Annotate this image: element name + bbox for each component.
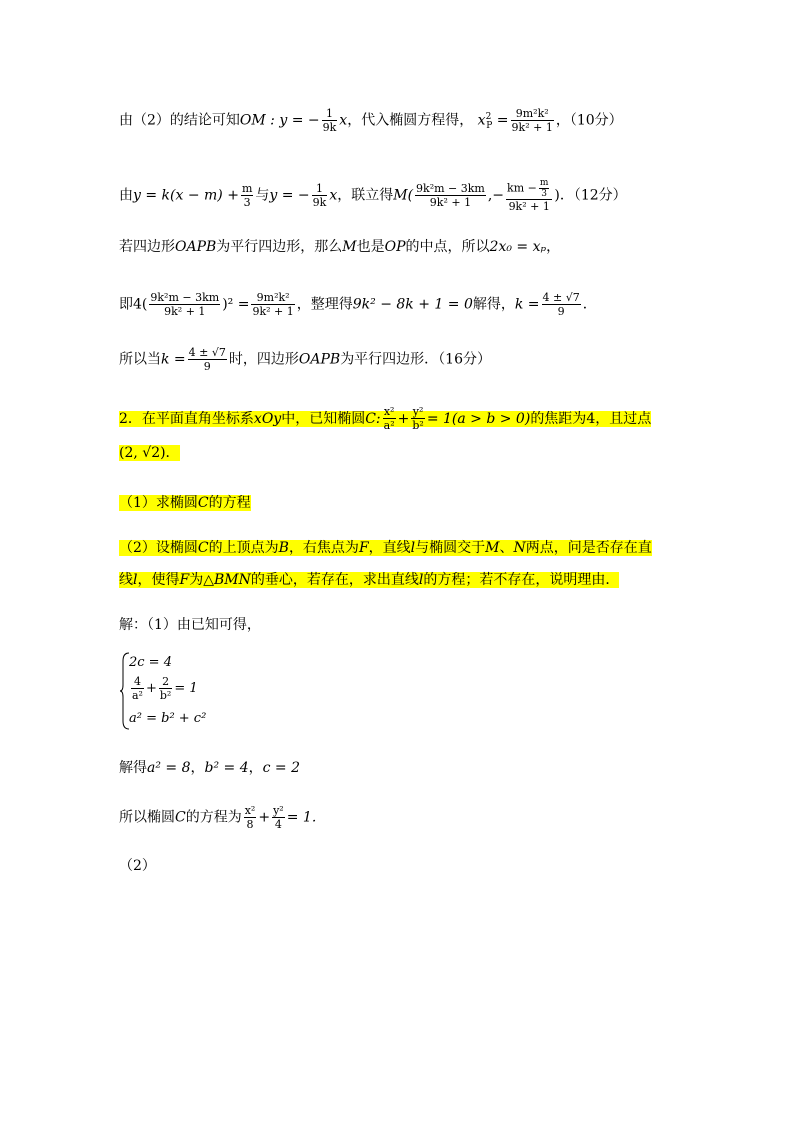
denominator: 4 xyxy=(274,818,282,831)
fraction xyxy=(149,291,220,318)
fraction xyxy=(188,346,227,373)
math: y = − xyxy=(269,187,310,204)
math: 9k² − 8k + 1 = 0 xyxy=(352,296,473,313)
text: 时，四边形 xyxy=(228,351,299,368)
text: （2） xyxy=(119,858,156,874)
highlight xyxy=(119,572,619,588)
math: l xyxy=(410,540,416,556)
para-parallelogram-condition xyxy=(119,237,560,257)
math: k = xyxy=(161,351,186,368)
text: ， xyxy=(248,760,263,776)
fraction xyxy=(159,675,172,702)
math: M xyxy=(485,540,500,556)
text: + xyxy=(258,809,271,826)
text: )．（12分） xyxy=(554,187,627,204)
text: 由 xyxy=(119,187,133,204)
solution-intro xyxy=(119,615,261,635)
denominator: 8 xyxy=(246,818,254,831)
solution-part2-label xyxy=(119,856,156,876)
numerator: 2 xyxy=(159,675,172,689)
text: 若四边形 xyxy=(119,239,175,255)
text: ，整理得 xyxy=(296,296,353,313)
denominator: 9 xyxy=(203,360,211,373)
text: 2．在平面直角坐标系 xyxy=(119,410,254,427)
text: 的方程 xyxy=(208,495,251,511)
denominator: 9k² + 1 xyxy=(429,196,472,209)
text: 由（2）的结论可知 xyxy=(119,112,240,129)
solution-ellipse-equation xyxy=(119,804,326,831)
denominator: a² xyxy=(132,689,143,702)
numerator: m xyxy=(241,182,253,195)
math: 2c = 4 xyxy=(129,655,172,670)
math-om: OM : y = − xyxy=(239,112,320,129)
text: ,− xyxy=(487,187,505,204)
math: OP xyxy=(384,239,406,255)
numerator: m xyxy=(539,178,549,188)
sup: 2 xyxy=(485,112,492,122)
numerator: 4 xyxy=(131,675,144,689)
math: C: xyxy=(365,410,381,427)
para-solve-k xyxy=(119,291,597,318)
text: + xyxy=(145,681,157,696)
para-intersection xyxy=(119,178,627,213)
numerator: 9k²m − 3km xyxy=(150,291,220,304)
math: OAPB xyxy=(298,351,341,368)
text: ，直线 xyxy=(368,540,411,556)
text: 线 xyxy=(119,572,133,588)
math: y = k(x − m) + xyxy=(133,187,239,204)
numerator: 9m²k² xyxy=(251,291,294,305)
numerator: x² xyxy=(383,405,395,418)
fraction xyxy=(411,405,424,432)
highlight: 2．在平面直角坐标系xOy中，已知椭圆C: $\frac{\text{x²}}{\text{a²}}$ + $\frac{\text{y²}}{\text{b²}}$ = 1(a > b > 0)的焦距为4，且过点 xyxy=(119,405,652,432)
system-eq-2 xyxy=(129,675,198,702)
text: 也是 xyxy=(356,239,385,255)
denominator: a² xyxy=(383,419,395,432)
text: 所以椭圆 xyxy=(119,809,175,826)
question-2-line1 xyxy=(119,405,651,432)
math: B xyxy=(278,540,289,556)
text: ，使得 xyxy=(137,572,180,588)
math: l xyxy=(418,572,424,588)
fraction xyxy=(506,178,552,213)
text: 的焦距为 xyxy=(530,410,587,427)
para-conclusion xyxy=(119,346,491,373)
question-2-part2-line2 xyxy=(119,570,619,590)
text: 与椭圆交于 xyxy=(415,540,486,556)
text: 两点，问是否存在直 xyxy=(525,540,652,556)
para-om-equation: 由（2）的结论可知OM : y = − $\frac{1}{9k}$ x，代入椭圆方程得， $x^2_P$ = $\frac{\text{9m²k²}}{\text{9k² + 1}}$ ，（10分） xyxy=(119,107,623,135)
text: ，代入椭圆方程得， xyxy=(347,112,474,129)
numerator xyxy=(506,178,552,200)
numerator: 4 ± √7 xyxy=(188,346,226,359)
math: N xyxy=(513,540,526,556)
math: = 1 xyxy=(174,681,198,696)
fraction xyxy=(383,405,396,432)
numerator: 1 xyxy=(312,182,328,196)
numerator: 9k²m − 3km xyxy=(416,182,485,195)
denominator: 9k² + 1 xyxy=(511,121,553,135)
denominator: 3 xyxy=(243,196,251,209)
text: 与 xyxy=(255,187,270,204)
text: ，右焦点为 xyxy=(288,540,359,556)
numerator: 1 xyxy=(322,107,338,121)
denominator: 9 xyxy=(557,305,565,318)
highlight xyxy=(119,495,251,511)
fraction xyxy=(241,182,253,209)
fraction xyxy=(272,804,285,831)
math: a² = b² + c² xyxy=(129,711,207,726)
fraction xyxy=(511,107,554,134)
numerator: y² xyxy=(273,804,284,817)
math: xOy xyxy=(253,410,282,427)
text: ，且过点 xyxy=(595,410,652,427)
denominator: 9k² + 1 xyxy=(508,200,550,213)
math: △BMN xyxy=(203,572,251,588)
text: 的方程；若不存在，说明理由． xyxy=(423,572,620,588)
text: （1）求椭圆 xyxy=(119,495,198,511)
highlight xyxy=(119,540,652,556)
text: 的中点，所以 xyxy=(405,239,490,255)
fraction xyxy=(131,675,144,702)
fraction xyxy=(312,182,328,209)
fraction xyxy=(244,804,257,831)
math: a² = 8 xyxy=(147,760,191,776)
fraction xyxy=(322,107,338,134)
text: km − xyxy=(507,181,537,195)
text: ，（10分） xyxy=(555,112,623,129)
text: 解得 xyxy=(119,760,147,776)
math: k = xyxy=(514,296,540,313)
denominator: 9k² + 1 xyxy=(164,305,206,318)
text: 所以当 xyxy=(119,351,161,368)
system-eq-3 xyxy=(129,711,206,726)
denominator: 9k² + 1 xyxy=(252,305,294,318)
text: 为平行四边形．（16分） xyxy=(340,351,492,368)
text: 的方程为 xyxy=(185,809,242,826)
fraction xyxy=(415,182,486,209)
sub: P xyxy=(486,121,493,132)
numerator: 9m²k² xyxy=(511,107,554,121)
math: F xyxy=(358,540,369,556)
math: C xyxy=(175,809,186,826)
math: = 1． xyxy=(286,809,326,826)
text: 为平行四边形，那么 xyxy=(216,239,343,255)
equation-system xyxy=(119,651,239,731)
math-x: x xyxy=(339,112,348,129)
text: 4 xyxy=(586,410,596,427)
text: 的垂心，若存在，求出直线 xyxy=(250,572,419,588)
question-2-line2 xyxy=(119,443,180,463)
numerator: y² xyxy=(412,405,424,418)
denominator: b² xyxy=(412,419,424,432)
math-x: x xyxy=(329,187,338,204)
math: C xyxy=(197,495,209,511)
fraction xyxy=(542,291,581,318)
text: 解得， xyxy=(472,296,515,313)
math: c = 2 xyxy=(262,760,301,776)
text: ． xyxy=(582,296,597,313)
math-xp: x xyxy=(477,112,486,129)
math: = 1(a > b > 0) xyxy=(426,410,531,427)
text: 的上顶点为 xyxy=(208,540,279,556)
highlight-text: (2, √2)． xyxy=(119,445,180,461)
denominator: 9k xyxy=(312,196,327,209)
solution-results xyxy=(119,758,300,778)
math: 2x₀ = xₚ xyxy=(489,239,547,255)
math: M xyxy=(342,239,357,255)
numerator: x² xyxy=(244,804,256,817)
text: )² = xyxy=(222,296,250,313)
math: F xyxy=(179,572,190,588)
text: 、 xyxy=(499,540,514,556)
text: （2）设椭圆 xyxy=(119,540,198,556)
numerator: 4 ± √7 xyxy=(542,291,580,304)
text: 为 xyxy=(189,572,204,588)
fraction xyxy=(251,291,294,318)
text: 中，已知椭圆 xyxy=(281,410,366,427)
fraction xyxy=(539,178,550,199)
denominator: 9k xyxy=(322,121,337,135)
text: ， xyxy=(190,760,205,776)
denominator: b² xyxy=(159,689,172,702)
text: ，联立得 xyxy=(337,187,394,204)
text: 即4( xyxy=(119,296,148,313)
math: b² = 4 xyxy=(204,760,249,776)
question-2-part1 xyxy=(119,493,251,513)
math: C xyxy=(197,540,209,556)
math-m: M( xyxy=(393,187,414,204)
math: l xyxy=(133,572,138,588)
denominator: 3 xyxy=(541,189,547,199)
text: 解：（1）由已知可得， xyxy=(119,617,261,633)
system-eq-1 xyxy=(129,655,172,670)
math: OAPB xyxy=(175,239,217,255)
text: ， xyxy=(546,239,561,255)
question-2-part2-line1 xyxy=(119,538,652,558)
